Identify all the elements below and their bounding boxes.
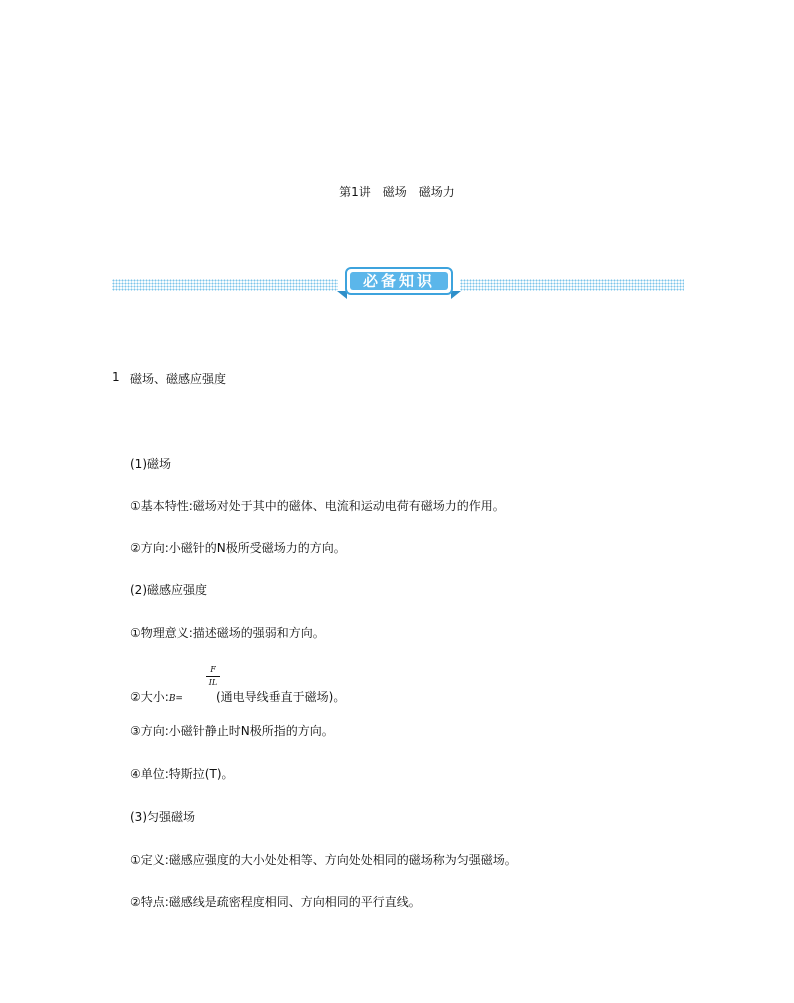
page-title: 第1讲 磁场 磁场力 (339, 185, 455, 199)
list-item: ①定义:磁感应强度的大小处处相等、方向处处相同的磁场称为匀强磁场。 (130, 853, 517, 867)
list-item: ①物理意义:描述磁场的强弱和方向。 (130, 626, 325, 640)
list-item: ③方向:小磁针静止时N极所指的方向。 (130, 724, 334, 738)
list-item: ②方向:小磁针的N极所受磁场力的方向。 (130, 541, 346, 555)
formula-line (130, 688, 183, 705)
banner-dotted-rule-left (112, 279, 338, 291)
section-heading: 磁场、磁感应强度 (130, 372, 227, 386)
fraction-bar (206, 676, 220, 677)
formula-fraction (206, 665, 220, 688)
section-number: 1 (112, 370, 120, 384)
banner-frame (345, 267, 453, 295)
formula-numerator: F (210, 665, 216, 674)
formula-lhs: B= (168, 694, 183, 704)
list-item: ①基本特性:磁场对处于其中的磁体、电流和运动电荷有磁场力的作用。 (130, 499, 505, 513)
list-item: ②特点:磁感线是疏密程度相同、方向相同的平行直线。 (130, 895, 421, 909)
formula-prefix: ②大小: (130, 690, 169, 704)
banner-ribbon-right (451, 291, 461, 299)
banner-dotted-rule-right (460, 279, 684, 291)
formula-denominator: IL (208, 678, 218, 687)
subsection-heading-uniform-field: (3)匀强磁场 (130, 810, 195, 824)
subsection-heading-magnetic-field: (1)磁场 (130, 457, 171, 471)
subsection-heading-induction: (2)磁感应强度 (130, 583, 207, 597)
formula-suffix: (通电导线垂直于磁场)。 (216, 690, 346, 704)
list-item: ④单位:特斯拉(T)。 (130, 767, 234, 781)
banner-label: 必备知识 (350, 272, 448, 290)
banner-badge (337, 265, 461, 301)
